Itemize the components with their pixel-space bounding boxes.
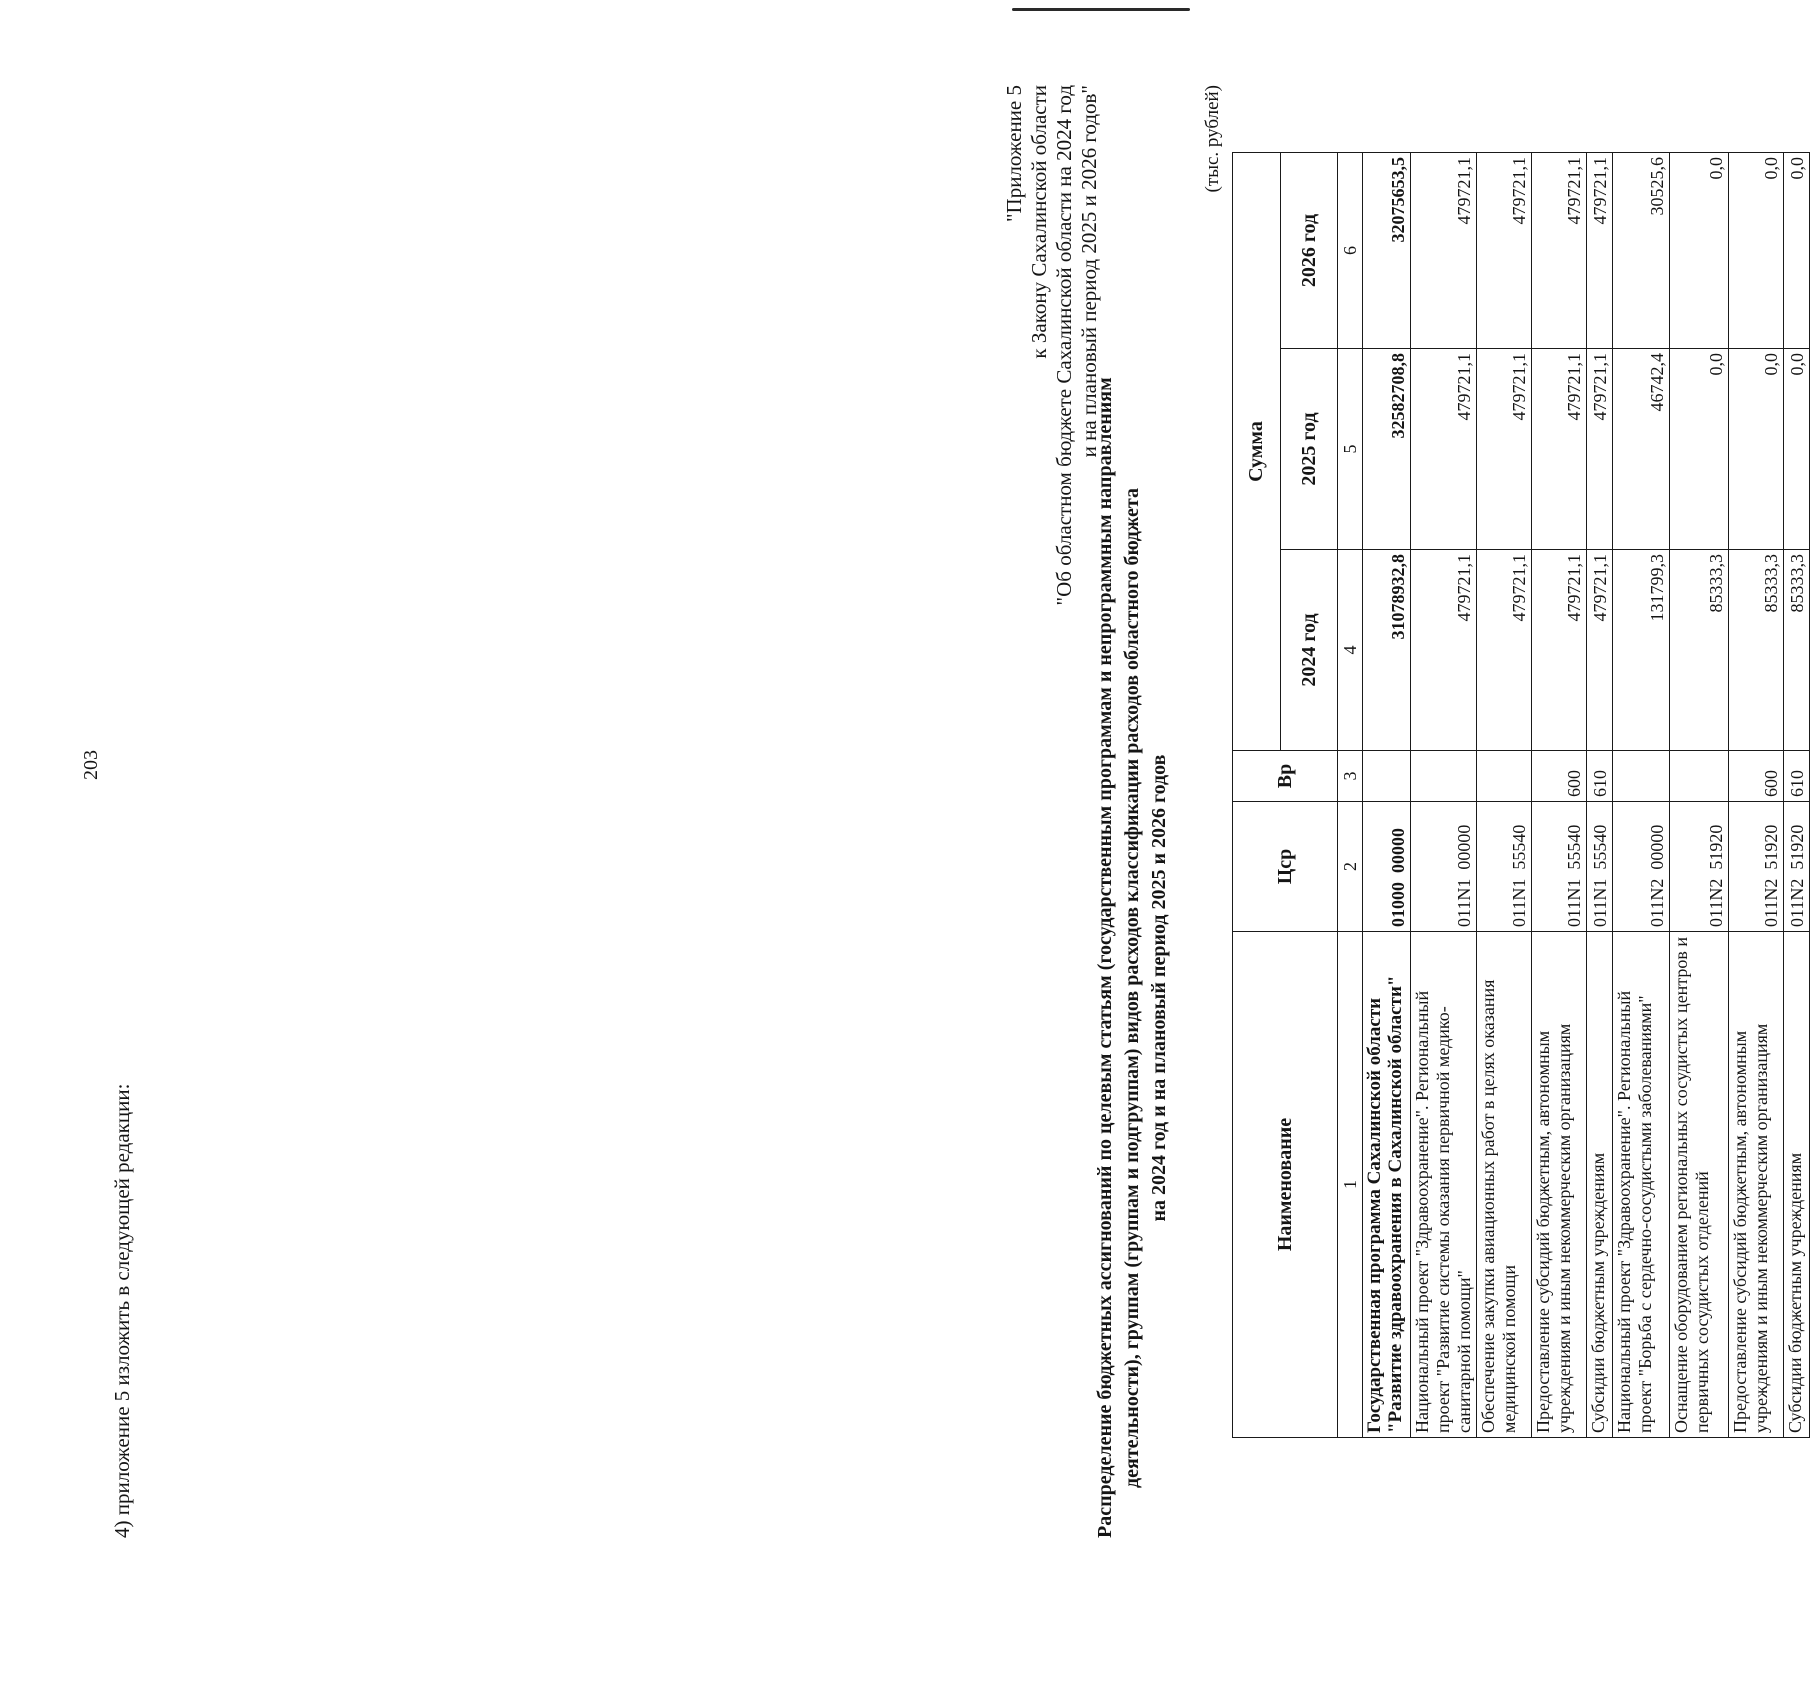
row-csr: 01000 00000 (1363, 802, 1411, 932)
table-row (1729, 153, 1784, 1438)
row-vr (1411, 751, 1477, 802)
header-2026: 2026 год (1281, 153, 1338, 349)
row-2026: 479721,1 (1477, 153, 1532, 349)
column-number: 1 (1338, 932, 1363, 1438)
budget-table (1232, 152, 1810, 1438)
units-label: (тыс. рублей) (1202, 85, 1223, 193)
row-vr (1670, 751, 1729, 802)
row-name: Субсидии бюджетным учреждениям (1784, 932, 1810, 1438)
row-2024: 479721,1 (1587, 550, 1613, 751)
row-2026: 30525,6 (1613, 153, 1670, 349)
row-vr: 600 (1532, 751, 1587, 802)
row-2024: 479721,1 (1411, 550, 1477, 751)
header-2025: 2025 год (1281, 349, 1338, 550)
intro-line: 4) приложение 5 изложить в следующей редакции: (110, 1083, 134, 1538)
column-number: 3 (1338, 751, 1363, 802)
header-2024: 2024 год (1281, 550, 1338, 751)
title-line: на 2024 год и на плановый период 2025 и 2026 годов (1148, 754, 1170, 1222)
row-2024: 479721,1 (1532, 550, 1587, 751)
row-2026: 0,0 (1784, 153, 1810, 349)
appendix-line: и на плановый период 2025 и 2026 годов" (1077, 85, 1101, 458)
row-2024: 131799,3 (1613, 550, 1670, 751)
appendix-line: "Приложение 5 (1002, 85, 1026, 223)
row-vr (1363, 751, 1411, 802)
appendix-header (1002, 85, 1102, 605)
row-2025: 479721,1 (1532, 349, 1587, 550)
row-2025: 46742,4 (1613, 349, 1670, 550)
row-vr: 600 (1729, 751, 1784, 802)
row-2026: 0,0 (1670, 153, 1729, 349)
header-vr: Вр (1233, 751, 1338, 802)
column-number: 6 (1338, 153, 1363, 349)
row-2025: 479721,1 (1587, 349, 1613, 550)
row-2026: 0,0 (1729, 153, 1784, 349)
table-row (1670, 153, 1729, 1438)
header-csr: Цср (1233, 802, 1338, 932)
page-number: 203 (80, 750, 102, 780)
row-2025: 0,0 (1729, 349, 1784, 550)
row-csr: 011N1 55540 (1587, 802, 1613, 932)
table-row (1411, 153, 1477, 1438)
row-vr: 610 (1587, 751, 1613, 802)
row-2026: 479721,1 (1411, 153, 1477, 349)
column-number: 2 (1338, 802, 1363, 932)
row-name: Обеспечение закупки авиационных работ в целях оказания медицинской помощи (1477, 932, 1532, 1438)
table-row (1613, 153, 1670, 1438)
table-row (1784, 153, 1810, 1438)
row-2024: 85333,3 (1670, 550, 1729, 751)
row-vr (1477, 751, 1532, 802)
row-2024: 85333,3 (1784, 550, 1810, 751)
column-number-row (1338, 153, 1363, 1438)
row-csr: 011N2 51920 (1670, 802, 1729, 932)
row-2025: 0,0 (1670, 349, 1729, 550)
row-csr: 011N2 51920 (1729, 802, 1784, 932)
row-2025: 479721,1 (1411, 349, 1477, 550)
row-csr: 011N1 55540 (1532, 802, 1587, 932)
row-name: Субсидии бюджетным учреждениям (1587, 932, 1613, 1438)
title-line: Распределение бюджетных ассигнований по целевым статьям (государственным программам и непрограммным направлениям (1094, 377, 1116, 1538)
row-2026: 32075653,5 (1363, 153, 1411, 349)
row-2026: 479721,1 (1587, 153, 1613, 349)
header-name: Наименование (1233, 932, 1338, 1438)
row-vr (1613, 751, 1670, 802)
appendix-line: к Закону Сахалинской области (1027, 85, 1051, 359)
table-row (1532, 153, 1587, 1438)
row-2025: 0,0 (1784, 349, 1810, 550)
table-row (1587, 153, 1613, 1438)
row-csr: 011N1 55540 (1477, 802, 1532, 932)
row-2024: 31078932,8 (1363, 550, 1411, 751)
document-title (1092, 377, 1173, 1538)
row-csr: 011N2 00000 (1613, 802, 1670, 932)
row-2026: 479721,1 (1532, 153, 1587, 349)
row-csr: 011N1 00000 (1411, 802, 1477, 932)
row-2025: 479721,1 (1477, 349, 1532, 550)
column-number: 4 (1338, 550, 1363, 751)
row-name: Национальный проект "Здравоохранение". Региональный проект "Борьба с сердечно-сосудистыми заболеваниями" (1613, 932, 1670, 1438)
table-row (1477, 153, 1532, 1438)
row-name: Национальный проект "Здравоохранение". Региональный проект "Развитие системы оказания первичной медико-санитарной помощи" (1411, 932, 1477, 1438)
row-csr: 011N2 51920 (1784, 802, 1810, 932)
row-name: Оснащение оборудованием региональных сосудистых центров и первичных сосудистых отделений (1670, 932, 1729, 1438)
row-2024: 85333,3 (1729, 550, 1784, 751)
column-number: 5 (1338, 349, 1363, 550)
title-line: деятельности), группам (группам и подгруппам) видов расходов классификации расходов областного бюджета (1121, 488, 1143, 1488)
row-name: Предоставление субсидий бюджетным, автономным учреждениям и иным некоммерческим организациям (1532, 932, 1587, 1438)
row-name: Предоставление субсидий бюджетным, автономным учреждениям и иным некоммерческим организациям (1729, 932, 1784, 1438)
appendix-line: "Об областном бюджете Сахалинской области на 2024 год (1052, 85, 1076, 606)
row-name: Государственная программа Сахалинской области "Развитие здравоохранения в Сахалинской области" (1363, 932, 1411, 1438)
header-sum: Сумма (1233, 153, 1281, 751)
row-vr: 610 (1784, 751, 1810, 802)
row-2024: 479721,1 (1477, 550, 1532, 751)
table-row (1363, 153, 1411, 1438)
row-2025: 32582708,8 (1363, 349, 1411, 550)
